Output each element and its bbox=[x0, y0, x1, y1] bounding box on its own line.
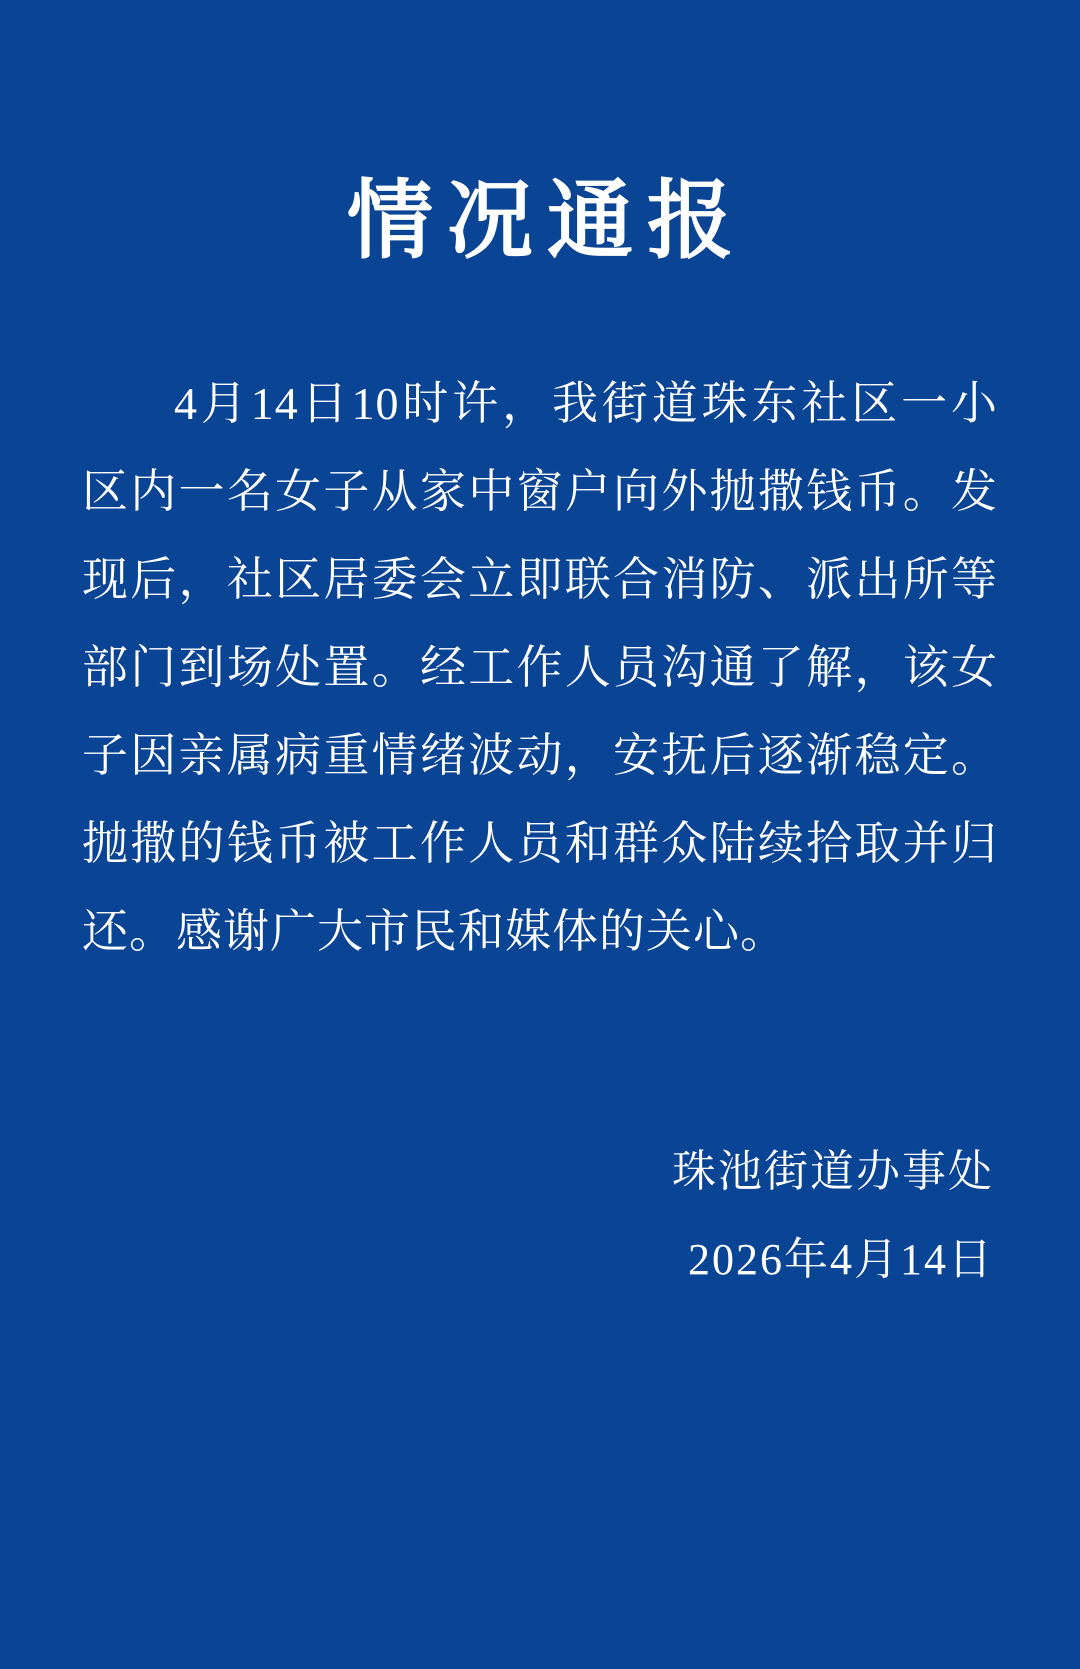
signature-block bbox=[672, 1128, 994, 1304]
signature-issuer: 珠池街道办事处 bbox=[672, 1147, 994, 1196]
notice-body: 4月14日10时许，我街道珠东社区一小区内一名女子从家中窗户向外抛撒钱币。发现后，社区居委会立即联合消防、派出所等部门到场处置。经工作人员沟通了解，该女子因亲属病重情绪波动，安抚后逐渐稳定。抛撒的钱币被工作人员和群众陆续拾取并归还。感谢广大市民和媒体的关心。 bbox=[82, 378, 998, 957]
signature-date: 2026年4月14日 bbox=[688, 1235, 994, 1284]
page-title: 情况通报 bbox=[347, 173, 747, 269]
